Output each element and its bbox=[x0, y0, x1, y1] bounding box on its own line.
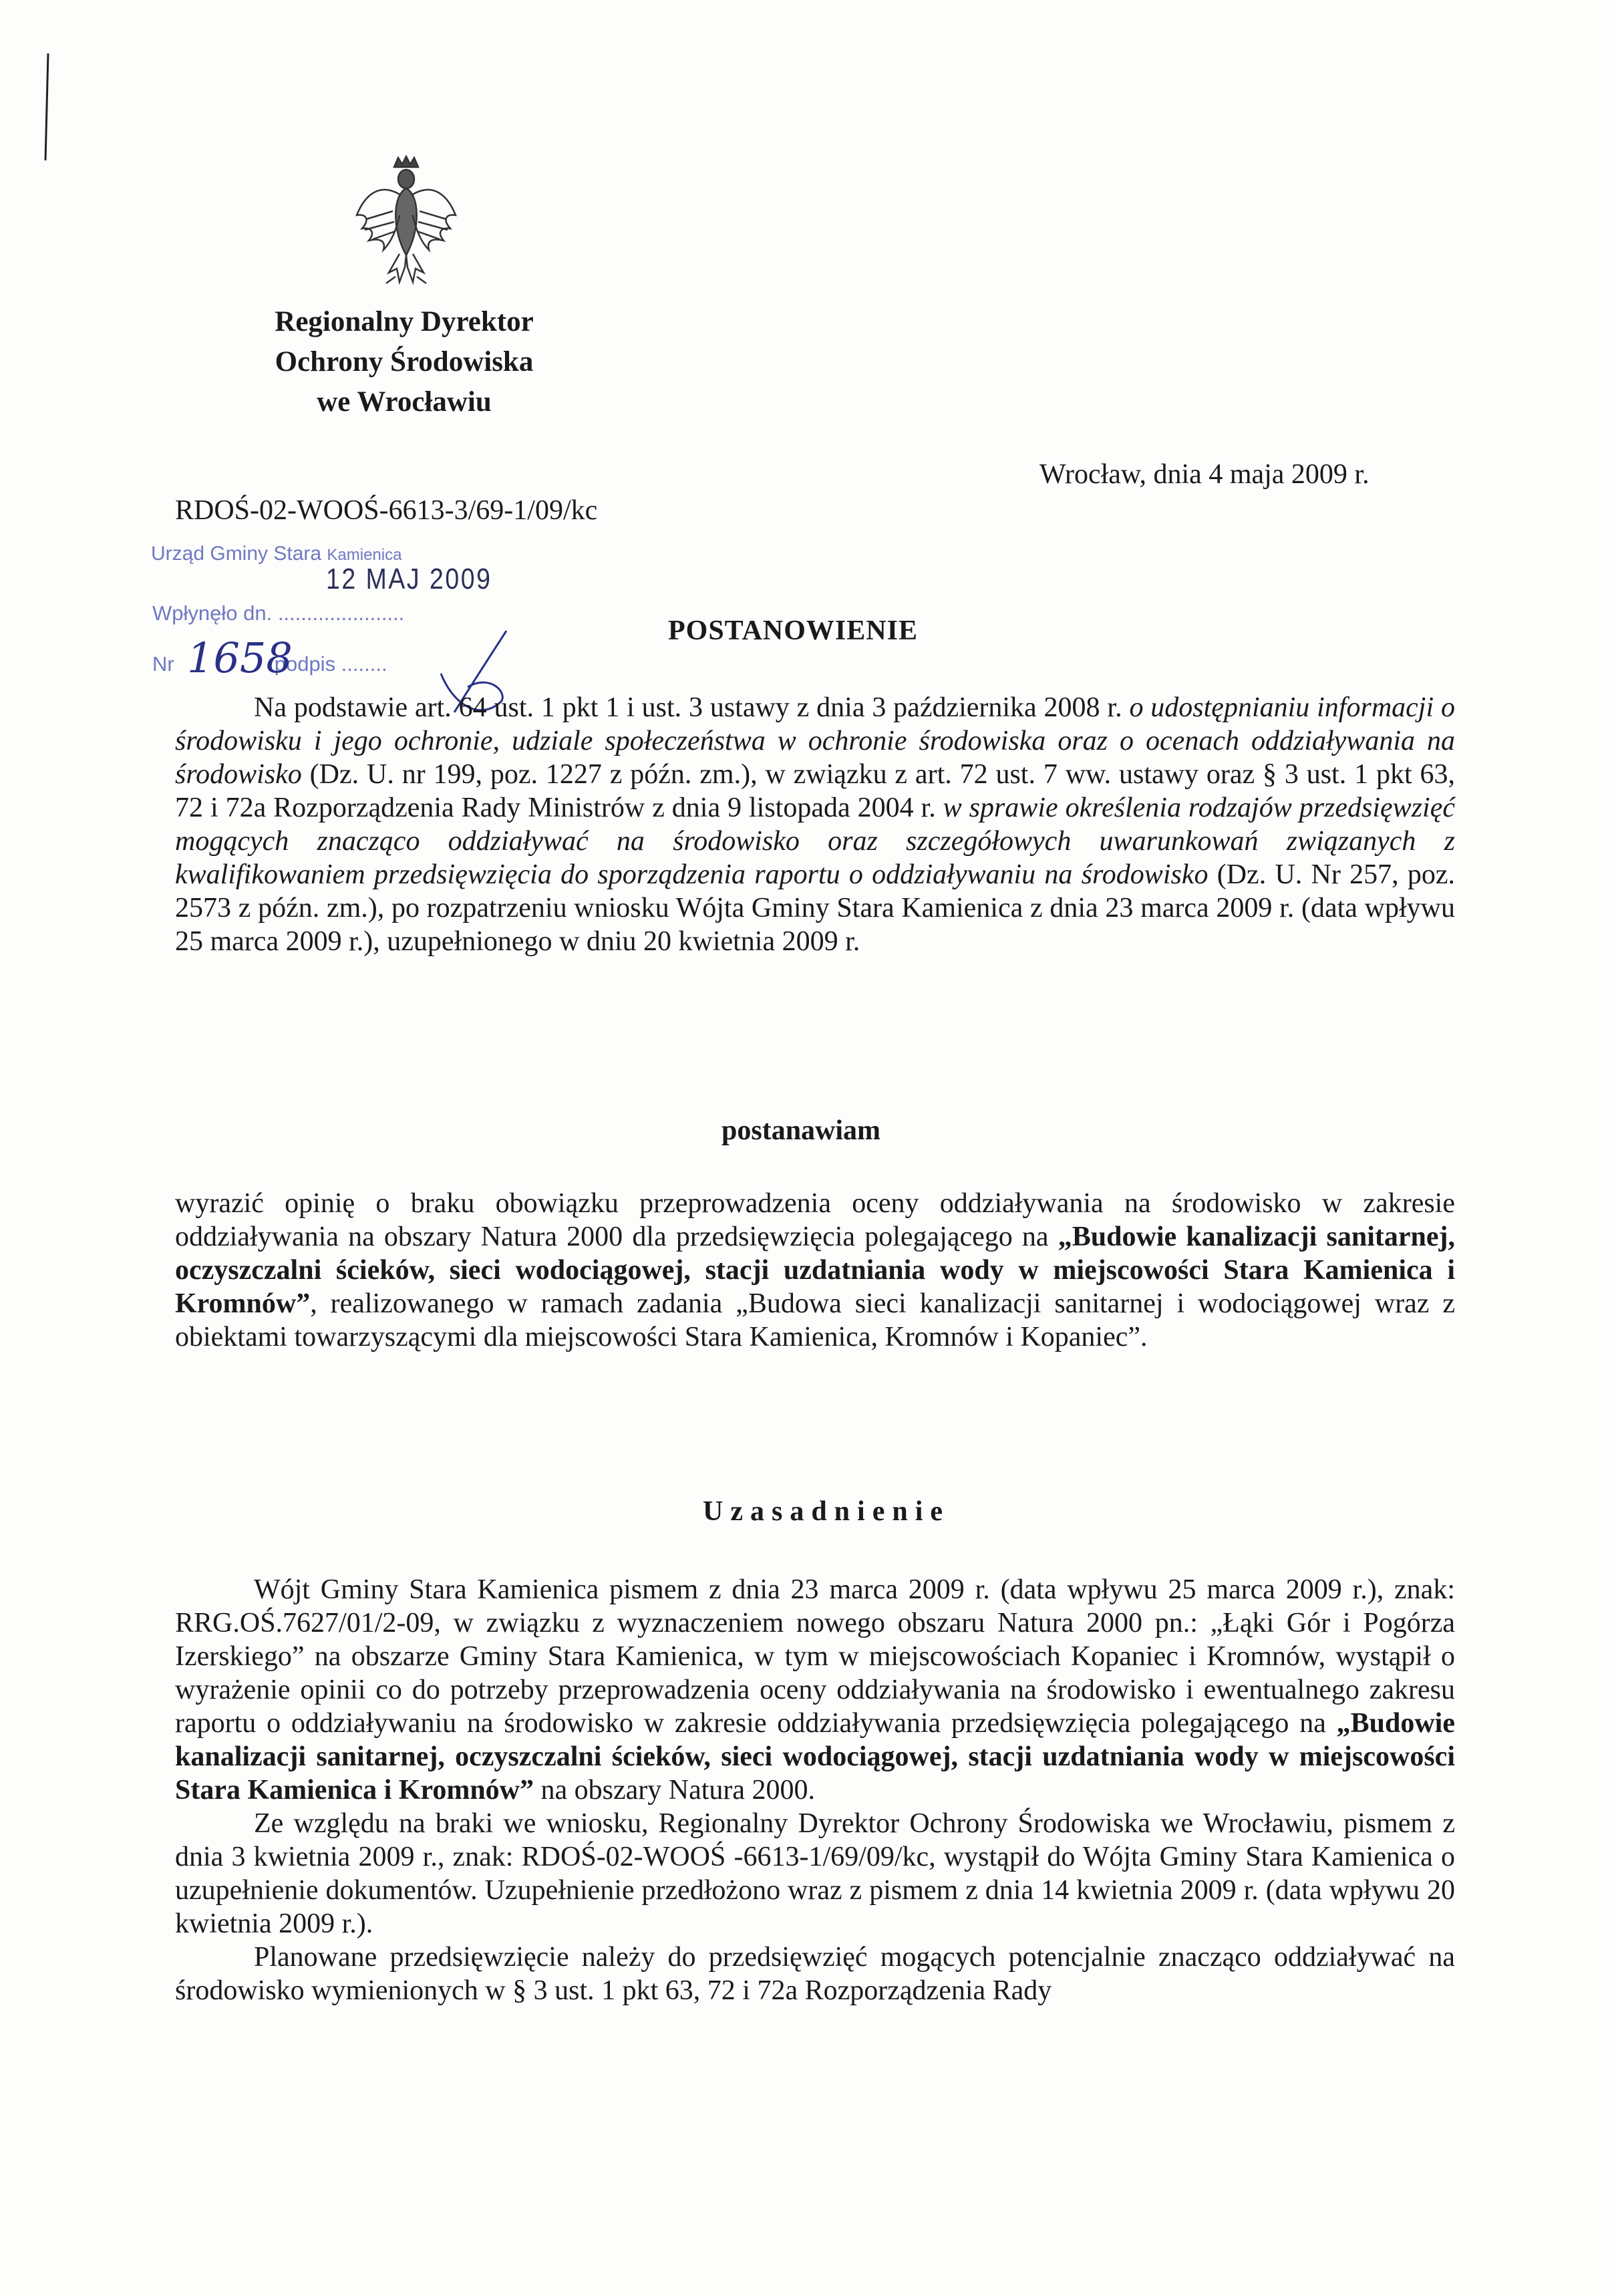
authority-line-3: we Wrocławiu bbox=[317, 386, 492, 418]
decision-text-1: wyrazić opinię o braku obowiązku przeprowadzenia oceny oddziaływania na środowisko w zakresie oddziaływania na obszary Natura 2000 dla przedsięwzięcia polegającego na bbox=[175, 1188, 1455, 1252]
decision-heading: postanawiam bbox=[721, 1115, 881, 1146]
stamp-received-line: Wpłynęło dn. ...................... bbox=[152, 601, 405, 625]
basis-text-1: Na podstawie art. 64 ust. 1 pkt 1 i ust. 3 ustawy z dnia 3 października 2008 r. bbox=[254, 692, 1130, 723]
act-title-italic: o udostępnianiu informacji o środowisku i jego ochronie, udziale społeczeństwa w ochronie środowiska oraz o ocenach oddziaływania na środowisko bbox=[175, 692, 1455, 790]
stamp-office-tail: Kamienica bbox=[327, 546, 402, 564]
authority-line-1: Regionalny Dyrektor bbox=[275, 306, 534, 337]
justification-paragraph-3: Planowane przedsięwzięcie należy do przedsięwzięć mogących potencjalnie znacząco oddziaływać na środowisko wymienionych w § 3 ust. 1 pkt 63, 72 i 72a Rozporządzenia Rady bbox=[175, 1942, 1455, 2006]
legal-basis-paragraph bbox=[175, 691, 1455, 958]
stamp-office-name: Urząd Gminy Stara bbox=[151, 543, 322, 565]
stamp-signature-label: podpis ........ bbox=[274, 652, 387, 676]
stamp-nr-label: Nr bbox=[152, 652, 174, 676]
scan-edge-mark bbox=[40, 53, 53, 160]
project-name-bold: „Budowie kanalizacji sanitarnej, oczyszczalni ścieków, sieci wodociągowej, stacji uzdatniania wody w miejscowości Stara Kamienica i Kromnów” bbox=[175, 1222, 1455, 1319]
place-and-date: Wrocław, dnia 4 maja 2009 r. bbox=[1039, 459, 1370, 490]
regulation-title-italic: w sprawie określenia rodzajów przedsięwzięć mogących znacząco oddziaływać na środowisko oraz szczegółowych uwarunkowań związanych z kwalifikowaniem przedsięwzięcia do sporządzenia raportu o oddziaływaniu na środowisko bbox=[175, 793, 1455, 890]
project-name-bold-2: „Budowie kanalizacji sanitarnej, oczyszczalni ścieków, sieci wodociągowej, stacji uzdatniania wody w miejscowości Stara Kamienica i Kromnów” bbox=[175, 1708, 1455, 1806]
justification-paragraph-2: Ze względu na braki we wniosku, Regionalny Dyrektor Ochrony Środowiska we Wrocławiu, pismem z dnia 3 kwietnia 2009 r., znak: RDOŚ-02-WOOŚ -6613-1/69/09/kc, wystąpił do Wójta Gminy Stara Kamienica o uzupełnienie dokumentów. Uzupełnienie przedłożono wraz z pismem z dnia 14 kwietnia 2009 r. (data wpływu 20 kwietnia 2009 r.). bbox=[175, 1808, 1455, 1939]
eagle-emblem-icon bbox=[353, 155, 460, 286]
justification-body bbox=[175, 1573, 1455, 2007]
decision-paragraph bbox=[175, 1187, 1455, 1354]
basis-text-3: (Dz. U. Nr 257, poz. 2573 z późn. zm.), po rozpatrzeniu wniosku Wójta Gminy Stara Kamienica z dnia 23 marca 2009 r. (data wpływu 25 marca 2009 r.), uzupełnionego w dniu 20 kwietnia 2009 r. bbox=[175, 859, 1456, 957]
stamp-office-line bbox=[151, 543, 401, 565]
basis-text-2: (Dz. U. nr 199, poz. 1227 z późn. zm.), w związku z art. 72 ust. 7 ww. ustawy oraz § 3 ust. 1 pkt 63, 72 i 72a Rozporządzenia Rady Ministrów z dnia 9 listopada 2004 r. bbox=[175, 759, 1455, 823]
stamp-handwritten-number: 1658 bbox=[187, 633, 293, 682]
reference-number: RDOŚ-02-WOOŚ-6613-3/69-1/09/kc bbox=[175, 495, 598, 526]
stamp-date: 12 MAJ 2009 bbox=[326, 563, 492, 595]
justification-text-2: na obszary Natura 2000. bbox=[534, 1775, 816, 1806]
issuing-authority bbox=[200, 302, 608, 422]
justification-text-1: Wójt Gminy Stara Kamienica pismem z dnia 23 marca 2009 r. (data wpływu 25 marca 2009 r.), znak: RRG.OŚ.7627/01/2-09, w związku z wyznaczeniem nowego obszaru Natura 2000 pn.: „Łąki Gór i Pogórza Izerskiego” na obszarze Gminy Stara Kamienica, w tym w miejscowościach Kopaniec i Kromnów, wystąpił o wyrażenie opinii co do potrzeby przeprowadzenia oceny oddziaływania na środowisko i ewentualnego zakresu raportu o oddziaływaniu na środowisko w zakresie oddziaływania przedsięwzięcia polegającego na bbox=[175, 1574, 1455, 1739]
justification-heading: Uzasadnienie bbox=[703, 1496, 951, 1527]
authority-line-2: Ochrony Środowiska bbox=[275, 346, 534, 378]
document-title: POSTANOWIENIE bbox=[668, 615, 918, 646]
decision-text-2: , realizowanego w ramach zadania „Budowa sieci kanalizacji sanitarnej i wodociągowej wraz z obiektami towarzyszącymi dla miejscowości Stara Kamienica, Kromnów i Kopaniec”. bbox=[175, 1288, 1455, 1352]
